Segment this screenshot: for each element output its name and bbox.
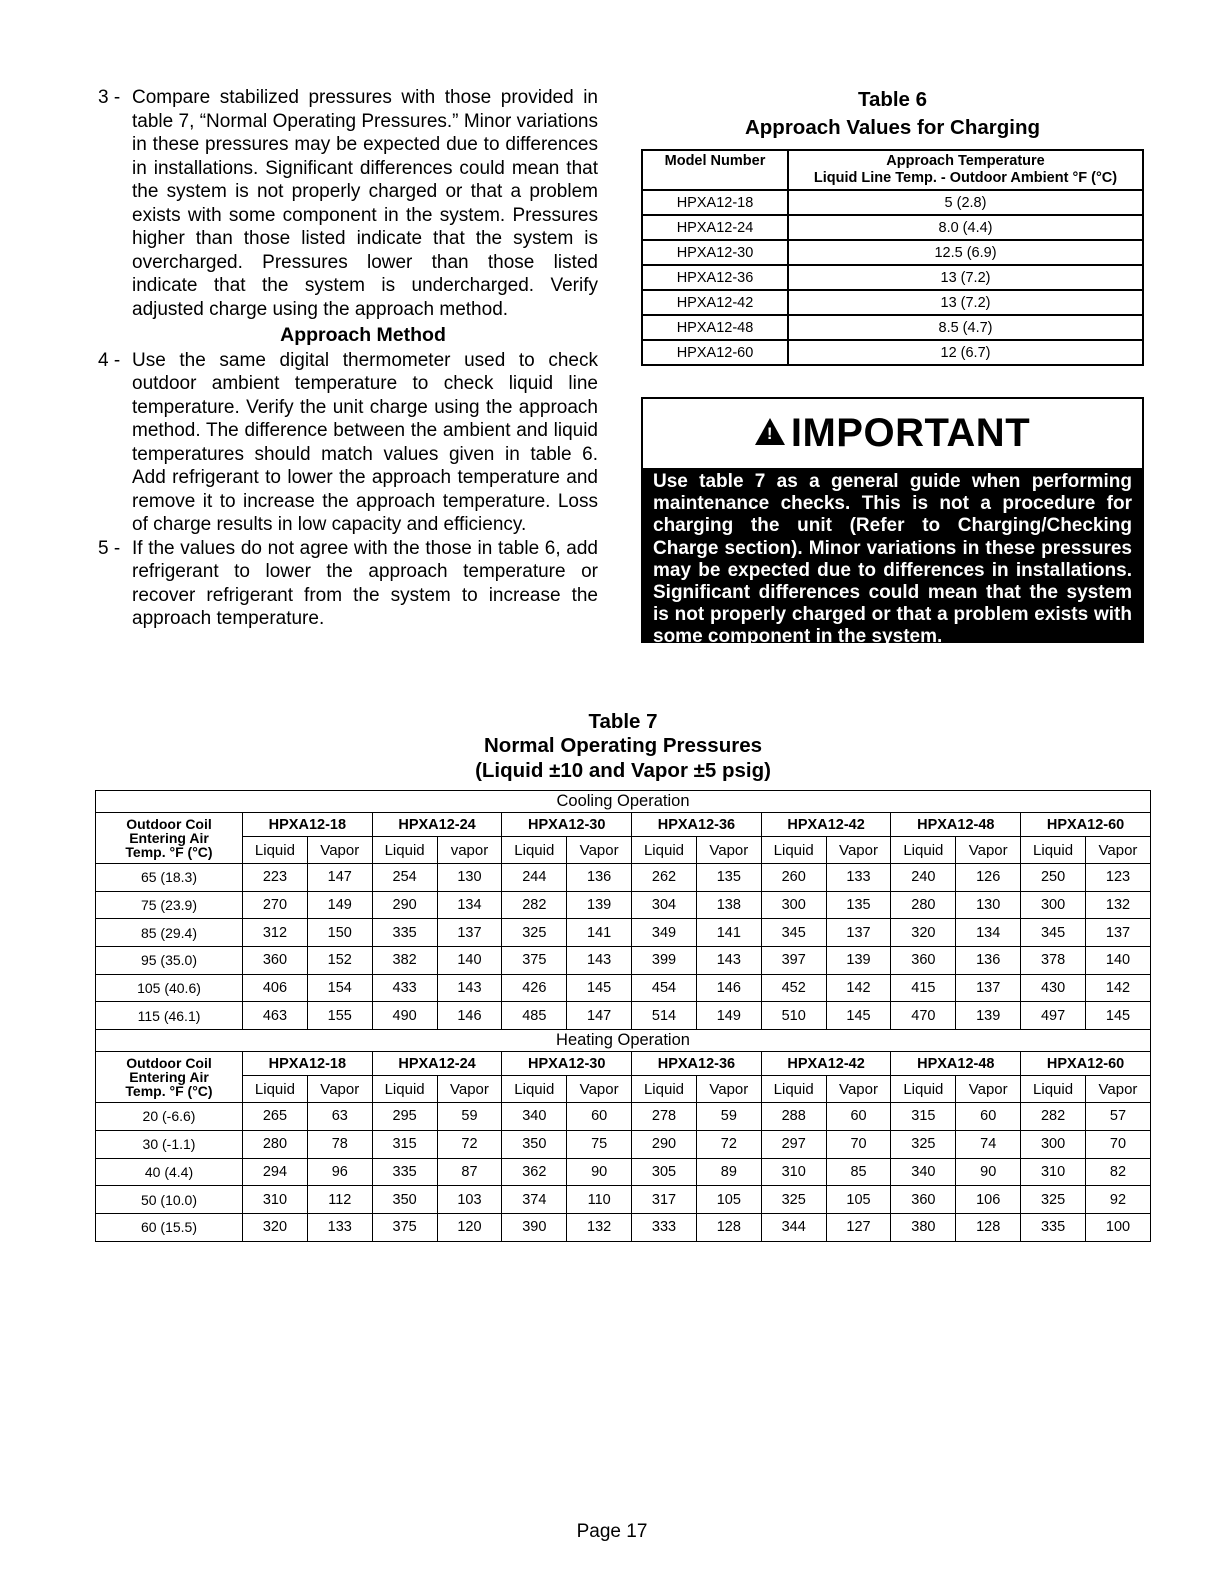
table-row xyxy=(96,919,1151,947)
cooling-section-row xyxy=(96,791,1151,813)
pressure-cell: 112 xyxy=(307,1186,372,1214)
pressure-cell: 490 xyxy=(372,1002,437,1030)
outdoor-coil-header-line: Temp. °F (°C) xyxy=(125,844,213,860)
page-number: Page 17 xyxy=(576,1521,648,1542)
pressure-cell: 510 xyxy=(761,1002,826,1030)
outdoor-coil-header xyxy=(96,1052,243,1103)
pressure-cell: 139 xyxy=(956,1002,1021,1030)
pressure-cell: 74 xyxy=(956,1130,1021,1158)
table-row xyxy=(96,1130,1151,1158)
pressure-cell: 130 xyxy=(437,864,502,892)
pressure-cell: 514 xyxy=(632,1002,697,1030)
pressure-cell: 310 xyxy=(243,1186,308,1214)
model-header-cell: HPXA12-42 xyxy=(761,813,891,837)
pressure-cell: 310 xyxy=(1021,1158,1086,1186)
pressure-cell: 136 xyxy=(567,864,632,892)
temperature-cell: 115 (46.1) xyxy=(96,1002,243,1030)
model-cell: HPXA12-36 xyxy=(642,265,788,290)
outdoor-coil-header xyxy=(96,813,243,864)
temperature-cell: 30 (-1.1) xyxy=(96,1130,243,1158)
liquid-vapor-header-cell: Vapor xyxy=(956,1076,1021,1103)
step-number: 4 - xyxy=(98,349,121,371)
pressure-cell: 244 xyxy=(502,864,567,892)
pressure-cell: 278 xyxy=(632,1103,697,1131)
table-6-block xyxy=(641,86,1144,366)
liquid-vapor-header-cell: Vapor xyxy=(307,1076,372,1103)
pressure-cell: 333 xyxy=(632,1213,697,1241)
pressure-cell: 320 xyxy=(243,1213,308,1241)
pressure-cell: 136 xyxy=(956,947,1021,975)
pressure-cell: 146 xyxy=(437,1002,502,1030)
approach-value-cell: 8.5 (4.7) xyxy=(788,315,1143,340)
pressure-cell: 145 xyxy=(567,974,632,1002)
pressure-cell: 100 xyxy=(1085,1213,1150,1241)
pressure-cell: 59 xyxy=(696,1103,761,1131)
approach-value-cell: 13 (7.2) xyxy=(788,265,1143,290)
pressure-cell: 452 xyxy=(761,974,826,1002)
model-cell: HPXA12-48 xyxy=(642,315,788,340)
pressure-cell: 294 xyxy=(243,1158,308,1186)
pressure-cell: 60 xyxy=(826,1103,891,1131)
pressure-cell: 378 xyxy=(1021,947,1086,975)
pressure-cell: 254 xyxy=(372,864,437,892)
heating-operation-label: Heating Operation xyxy=(96,1030,1151,1052)
liquid-vapor-header-cell: Liquid xyxy=(1021,837,1086,864)
liquid-vapor-header-cell: Vapor xyxy=(567,1076,632,1103)
table-7-subtitle: Normal Operating Pressures xyxy=(484,734,762,757)
pressure-cell: 154 xyxy=(307,974,372,1002)
temperature-cell: 85 (29.4) xyxy=(96,919,243,947)
pressure-cell: 139 xyxy=(826,947,891,975)
pressure-cell: 295 xyxy=(372,1103,437,1131)
pressure-cell: 78 xyxy=(307,1130,372,1158)
pressure-cell: 143 xyxy=(696,947,761,975)
pressure-cell: 120 xyxy=(437,1213,502,1241)
temperature-cell: 60 (15.5) xyxy=(96,1213,243,1241)
pressure-cell: 315 xyxy=(891,1103,956,1131)
model-header-row xyxy=(96,813,1151,837)
pressure-cell: 103 xyxy=(437,1186,502,1214)
pressure-cell: 397 xyxy=(761,947,826,975)
pressure-cell: 130 xyxy=(956,891,1021,919)
pressure-cell: 135 xyxy=(696,864,761,892)
pressure-cell: 126 xyxy=(956,864,1021,892)
pressure-cell: 87 xyxy=(437,1158,502,1186)
pressure-cell: 137 xyxy=(437,919,502,947)
pressure-cell: 360 xyxy=(891,947,956,975)
pressure-cell: 137 xyxy=(1085,919,1150,947)
pressure-cell: 282 xyxy=(502,891,567,919)
model-cell: HPXA12-18 xyxy=(642,190,788,215)
pressure-cell: 139 xyxy=(567,891,632,919)
normal-operating-pressures-table xyxy=(95,790,1151,1242)
pressure-cell: 141 xyxy=(696,919,761,947)
liquid-vapor-header-cell: Liquid xyxy=(761,1076,826,1103)
pressure-cell: 345 xyxy=(1021,919,1086,947)
table-row xyxy=(96,947,1151,975)
liquid-vapor-header-cell: Liquid xyxy=(502,837,567,864)
temperature-cell: 50 (10.0) xyxy=(96,1186,243,1214)
table-row xyxy=(642,265,1143,290)
pressure-cell: 70 xyxy=(1085,1130,1150,1158)
pressure-cell: 382 xyxy=(372,947,437,975)
pressure-cell: 310 xyxy=(761,1158,826,1186)
pressure-cell: 399 xyxy=(632,947,697,975)
pressure-cell: 325 xyxy=(891,1130,956,1158)
pressure-cell: 297 xyxy=(761,1130,826,1158)
pressure-cell: 325 xyxy=(1021,1186,1086,1214)
pressure-cell: 335 xyxy=(1021,1213,1086,1241)
important-title-bar xyxy=(643,399,1142,468)
pressure-cell: 152 xyxy=(307,947,372,975)
liquid-vapor-header-cell: Vapor xyxy=(1085,837,1150,864)
model-header-cell: HPXA12-18 xyxy=(243,813,373,837)
table-row xyxy=(96,1186,1151,1214)
temperature-cell: 40 (4.4) xyxy=(96,1158,243,1186)
cooling-operation-label: Cooling Operation xyxy=(96,791,1151,813)
table-row xyxy=(96,1213,1151,1241)
liquid-vapor-header-cell: Vapor xyxy=(696,1076,761,1103)
pressure-cell: 315 xyxy=(372,1130,437,1158)
pressure-cell: 147 xyxy=(567,1002,632,1030)
pressure-cell: 288 xyxy=(761,1103,826,1131)
pressure-cell: 317 xyxy=(632,1186,697,1214)
pressure-cell: 282 xyxy=(1021,1103,1086,1131)
table-7-subtitle-tolerance: (Liquid ±10 and Vapor ±5 psig) xyxy=(475,759,771,782)
model-header-cell: HPXA12-36 xyxy=(632,1052,762,1076)
table-row xyxy=(642,190,1143,215)
table-6-title: Table 6 xyxy=(857,88,928,111)
liquid-vapor-header-cell: Liquid xyxy=(632,1076,697,1103)
pressure-cell: 340 xyxy=(502,1103,567,1131)
pressure-cell: 105 xyxy=(696,1186,761,1214)
pressure-cell: 250 xyxy=(1021,864,1086,892)
pressure-cell: 135 xyxy=(826,891,891,919)
liquid-vapor-header-cell: Liquid xyxy=(1021,1076,1086,1103)
pressure-cell: 72 xyxy=(437,1130,502,1158)
pressure-cell: 415 xyxy=(891,974,956,1002)
model-header-cell: HPXA12-30 xyxy=(502,813,632,837)
step-5 xyxy=(98,537,598,631)
pressure-cell: 132 xyxy=(1085,891,1150,919)
pressure-cell: 140 xyxy=(1085,947,1150,975)
outdoor-coil-header-line: Outdoor Coil xyxy=(126,1055,212,1072)
liquid-vapor-header-cell: Liquid xyxy=(891,1076,956,1103)
pressure-cell: 497 xyxy=(1021,1002,1086,1030)
model-header-cell: HPXA12-48 xyxy=(891,1052,1021,1076)
liquid-vapor-header-cell: Vapor xyxy=(956,837,1021,864)
table-row xyxy=(96,1103,1151,1131)
approach-values-table xyxy=(641,149,1144,366)
table-row xyxy=(96,1002,1151,1030)
pressure-cell: 305 xyxy=(632,1158,697,1186)
pressure-cell: 349 xyxy=(632,919,697,947)
pressure-cell: 63 xyxy=(307,1103,372,1131)
pressure-cell: 123 xyxy=(1085,864,1150,892)
pressure-cell: 133 xyxy=(826,864,891,892)
pressure-cell: 142 xyxy=(826,974,891,1002)
pressure-cell: 89 xyxy=(696,1158,761,1186)
table-7-title: Table 7 xyxy=(588,710,658,733)
table-row xyxy=(642,240,1143,265)
pressure-cell: 426 xyxy=(502,974,567,1002)
pressure-cell: 155 xyxy=(307,1002,372,1030)
important-title: IMPORTANT xyxy=(790,411,1031,455)
table-row xyxy=(642,340,1143,365)
pressure-cell: 134 xyxy=(956,919,1021,947)
pressure-cell: 85 xyxy=(826,1158,891,1186)
pressure-cell: 90 xyxy=(956,1158,1021,1186)
model-header-cell: HPXA12-30 xyxy=(502,1052,632,1076)
pressure-cell: 132 xyxy=(567,1213,632,1241)
pressure-cell: 340 xyxy=(891,1158,956,1186)
pressure-cell: 149 xyxy=(307,891,372,919)
pressure-cell: 133 xyxy=(307,1213,372,1241)
table-7-block xyxy=(95,710,1151,1242)
pressure-cell: 300 xyxy=(1021,1130,1086,1158)
model-header-cell: HPXA12-36 xyxy=(632,813,762,837)
liquid-vapor-header-cell: Vapor xyxy=(826,1076,891,1103)
pressure-cell: 350 xyxy=(502,1130,567,1158)
pressure-cell: 147 xyxy=(307,864,372,892)
section-heading: Approach Method xyxy=(280,324,446,346)
pressure-cell: 223 xyxy=(243,864,308,892)
pressure-cell: 240 xyxy=(891,864,956,892)
model-header-cell: HPXA12-60 xyxy=(1021,813,1151,837)
pressure-cell: 70 xyxy=(826,1130,891,1158)
pressure-cell: 375 xyxy=(372,1213,437,1241)
liquid-vapor-header-cell: Liquid xyxy=(891,837,956,864)
pressure-cell: 280 xyxy=(243,1130,308,1158)
pressure-cell: 344 xyxy=(761,1213,826,1241)
important-body: Use table 7 as a general guide when performing maintenance checks. This is not a procedure for charging the unit (Refer to Charging/Checking Charge section). Minor variations in these pressures may be expected due to differences in installations. Significant differences could mean that the system is not properly charged or that a problem exists with some component in the system. xyxy=(643,468,1142,641)
step-text: Compare stabilized pressures with those provided in table 7, “Normal Operating Pressures.” Minor variations in these pressures may be expected due to differences in installations. Significant differences could mean that the system is not properly charged or that a problem exists with some component in the system. Pressures higher than those listed indicate that the system is overcharged. Pressures lower than those listed indicate that the system is undercharged. Verify adjusted charge using the approach method. xyxy=(132,87,598,320)
outdoor-coil-header-line: Entering Air xyxy=(129,1069,209,1086)
approach-value-cell: 13 (7.2) xyxy=(788,290,1143,315)
liquid-vapor-header-row xyxy=(96,1076,1151,1103)
pressure-cell: 345 xyxy=(761,919,826,947)
liquid-vapor-header-cell: Vapor xyxy=(567,837,632,864)
pressure-cell: 312 xyxy=(243,919,308,947)
pressure-cell: 290 xyxy=(372,891,437,919)
temperature-cell: 95 (35.0) xyxy=(96,947,243,975)
table-row xyxy=(96,1158,1151,1186)
pressure-cell: 270 xyxy=(243,891,308,919)
pressure-cell: 300 xyxy=(761,891,826,919)
pressure-cell: 433 xyxy=(372,974,437,1002)
table-row xyxy=(96,974,1151,1002)
pressure-cell: 463 xyxy=(243,1002,308,1030)
approach-value-cell: 5 (2.8) xyxy=(788,190,1143,215)
model-cell: HPXA12-30 xyxy=(642,240,788,265)
model-header-row xyxy=(96,1052,1151,1076)
approach-value-cell: 12 (6.7) xyxy=(788,340,1143,365)
pressure-cell: 454 xyxy=(632,974,697,1002)
pressure-cell: 92 xyxy=(1085,1186,1150,1214)
pressure-cell: 143 xyxy=(437,974,502,1002)
pressure-cell: 374 xyxy=(502,1186,567,1214)
pressure-cell: 380 xyxy=(891,1213,956,1241)
pressure-cell: 110 xyxy=(567,1186,632,1214)
liquid-vapor-header-row xyxy=(96,837,1151,864)
pressure-cell: 265 xyxy=(243,1103,308,1131)
liquid-vapor-header-cell: Liquid xyxy=(761,837,826,864)
pressure-cell: 57 xyxy=(1085,1103,1150,1131)
pressure-cell: 470 xyxy=(891,1002,956,1030)
temperature-cell: 65 (18.3) xyxy=(96,864,243,892)
pressure-cell: 90 xyxy=(567,1158,632,1186)
pressure-cell: 82 xyxy=(1085,1158,1150,1186)
approach-temp-header xyxy=(788,150,1143,190)
step-text: If the values do not agree with the those in table 6, add refrigerant to lower the approach temperature or recover refrigerant from the system to increase the approach temperature. xyxy=(132,537,598,629)
liquid-vapor-header-cell: Liquid xyxy=(502,1076,567,1103)
model-header-cell: HPXA12-24 xyxy=(372,813,502,837)
table-row xyxy=(96,864,1151,892)
heating-section-row xyxy=(96,1030,1151,1052)
pressure-cell: 304 xyxy=(632,891,697,919)
model-header-cell: HPXA12-24 xyxy=(372,1052,502,1076)
liquid-vapor-header-cell: Vapor xyxy=(437,1076,502,1103)
pressure-cell: 137 xyxy=(826,919,891,947)
approach-value-cell: 12.5 (6.9) xyxy=(788,240,1143,265)
outdoor-coil-header-line: Temp. °F (°C) xyxy=(125,1083,213,1100)
pressure-cell: 127 xyxy=(826,1213,891,1241)
approach-value-cell: 8.0 (4.4) xyxy=(788,215,1143,240)
outdoor-coil-header-line: Entering Air xyxy=(129,830,209,846)
approach-temp-header-line2: Liquid Line Temp. - Outdoor Ambient °F (°C) xyxy=(813,170,1118,186)
step-4 xyxy=(98,349,598,537)
pressure-cell: 325 xyxy=(761,1186,826,1214)
pressure-cell: 145 xyxy=(1085,1002,1150,1030)
model-header-cell: HPXA12-48 xyxy=(891,813,1021,837)
step-number: 3 - xyxy=(98,87,121,108)
step-3 xyxy=(98,86,598,321)
pressure-cell: 280 xyxy=(891,891,956,919)
pressure-cell: 150 xyxy=(307,919,372,947)
table-row xyxy=(96,891,1151,919)
pressure-cell: 72 xyxy=(696,1130,761,1158)
liquid-vapor-header-cell: Vapor xyxy=(1085,1076,1150,1103)
pressure-cell: 143 xyxy=(567,947,632,975)
pressure-cell: 128 xyxy=(956,1213,1021,1241)
liquid-vapor-header-cell: Liquid xyxy=(632,837,697,864)
pressure-cell: 60 xyxy=(567,1103,632,1131)
table-header-row xyxy=(642,150,1143,190)
temperature-cell: 105 (40.6) xyxy=(96,974,243,1002)
pressure-cell: 362 xyxy=(502,1158,567,1186)
pressure-cell: 335 xyxy=(372,1158,437,1186)
table-row xyxy=(642,215,1143,240)
pressure-cell: 350 xyxy=(372,1186,437,1214)
warning-icon xyxy=(755,418,785,445)
pressure-cell: 134 xyxy=(437,891,502,919)
model-cell: HPXA12-60 xyxy=(642,340,788,365)
pressure-cell: 146 xyxy=(696,974,761,1002)
pressure-cell: 325 xyxy=(502,919,567,947)
pressure-cell: 96 xyxy=(307,1158,372,1186)
pressure-cell: 59 xyxy=(437,1103,502,1131)
temperature-cell: 20 (-6.6) xyxy=(96,1103,243,1131)
table-row xyxy=(642,290,1143,315)
liquid-vapor-header-cell: Liquid xyxy=(243,837,308,864)
model-header-cell: HPXA12-18 xyxy=(243,1052,373,1076)
pressure-cell: 128 xyxy=(696,1213,761,1241)
model-cell: HPXA12-42 xyxy=(642,290,788,315)
pressure-cell: 60 xyxy=(956,1103,1021,1131)
pressure-cell: 149 xyxy=(696,1002,761,1030)
pressure-cell: 145 xyxy=(826,1002,891,1030)
model-header-cell: HPXA12-42 xyxy=(761,1052,891,1076)
pressure-cell: 141 xyxy=(567,919,632,947)
pressure-cell: 335 xyxy=(372,919,437,947)
pressure-cell: 105 xyxy=(826,1186,891,1214)
pressure-cell: 375 xyxy=(502,947,567,975)
liquid-vapor-header-cell: Vapor xyxy=(307,837,372,864)
important-notice xyxy=(641,397,1144,648)
outdoor-coil-header-line: Outdoor Coil xyxy=(126,816,212,832)
model-header-cell: HPXA12-60 xyxy=(1021,1052,1151,1076)
pressure-cell: 320 xyxy=(891,919,956,947)
pressure-cell: 390 xyxy=(502,1213,567,1241)
pressure-cell: 430 xyxy=(1021,974,1086,1002)
step-text: Use the same digital thermometer used to check outdoor ambient temperature to check liquid line temperature. Verify the unit charge using the approach method. The difference between the ambient and liquid temperatures should match values given in table 6. Add refrigerant to lower the approach temperature and remove it to increase the approach temperature. Loss of charge results in low capacity and efficiency. xyxy=(132,349,598,535)
pressure-cell: 137 xyxy=(956,974,1021,1002)
pressure-cell: 300 xyxy=(1021,891,1086,919)
pressure-cell: 485 xyxy=(502,1002,567,1030)
instructions-column xyxy=(98,86,598,631)
step-number: 5 - xyxy=(98,537,121,559)
liquid-vapor-header-cell: Liquid xyxy=(372,837,437,864)
pressure-cell: 406 xyxy=(243,974,308,1002)
temperature-cell: 75 (23.9) xyxy=(96,891,243,919)
pressure-cell: 290 xyxy=(632,1130,697,1158)
liquid-vapor-header-cell: Vapor xyxy=(696,837,761,864)
table-row xyxy=(642,315,1143,340)
pressure-cell: 360 xyxy=(243,947,308,975)
model-cell: HPXA12-24 xyxy=(642,215,788,240)
pressure-cell: 106 xyxy=(956,1186,1021,1214)
liquid-vapor-header-cell: Liquid xyxy=(372,1076,437,1103)
pressure-cell: 262 xyxy=(632,864,697,892)
liquid-vapor-header-cell: vapor xyxy=(437,837,502,864)
pressure-cell: 140 xyxy=(437,947,502,975)
pressure-cell: 360 xyxy=(891,1186,956,1214)
pressure-cell: 260 xyxy=(761,864,826,892)
approach-temp-header-line1: Approach Temperature xyxy=(886,153,1045,169)
pressure-cell: 75 xyxy=(567,1130,632,1158)
pressure-cell: 138 xyxy=(696,891,761,919)
model-number-header: Model Number xyxy=(642,150,788,190)
liquid-vapor-header-cell: Liquid xyxy=(243,1076,308,1103)
pressure-cell: 142 xyxy=(1085,974,1150,1002)
table-6-subtitle: Approach Values for Charging xyxy=(744,116,1041,139)
liquid-vapor-header-cell: Vapor xyxy=(826,837,891,864)
